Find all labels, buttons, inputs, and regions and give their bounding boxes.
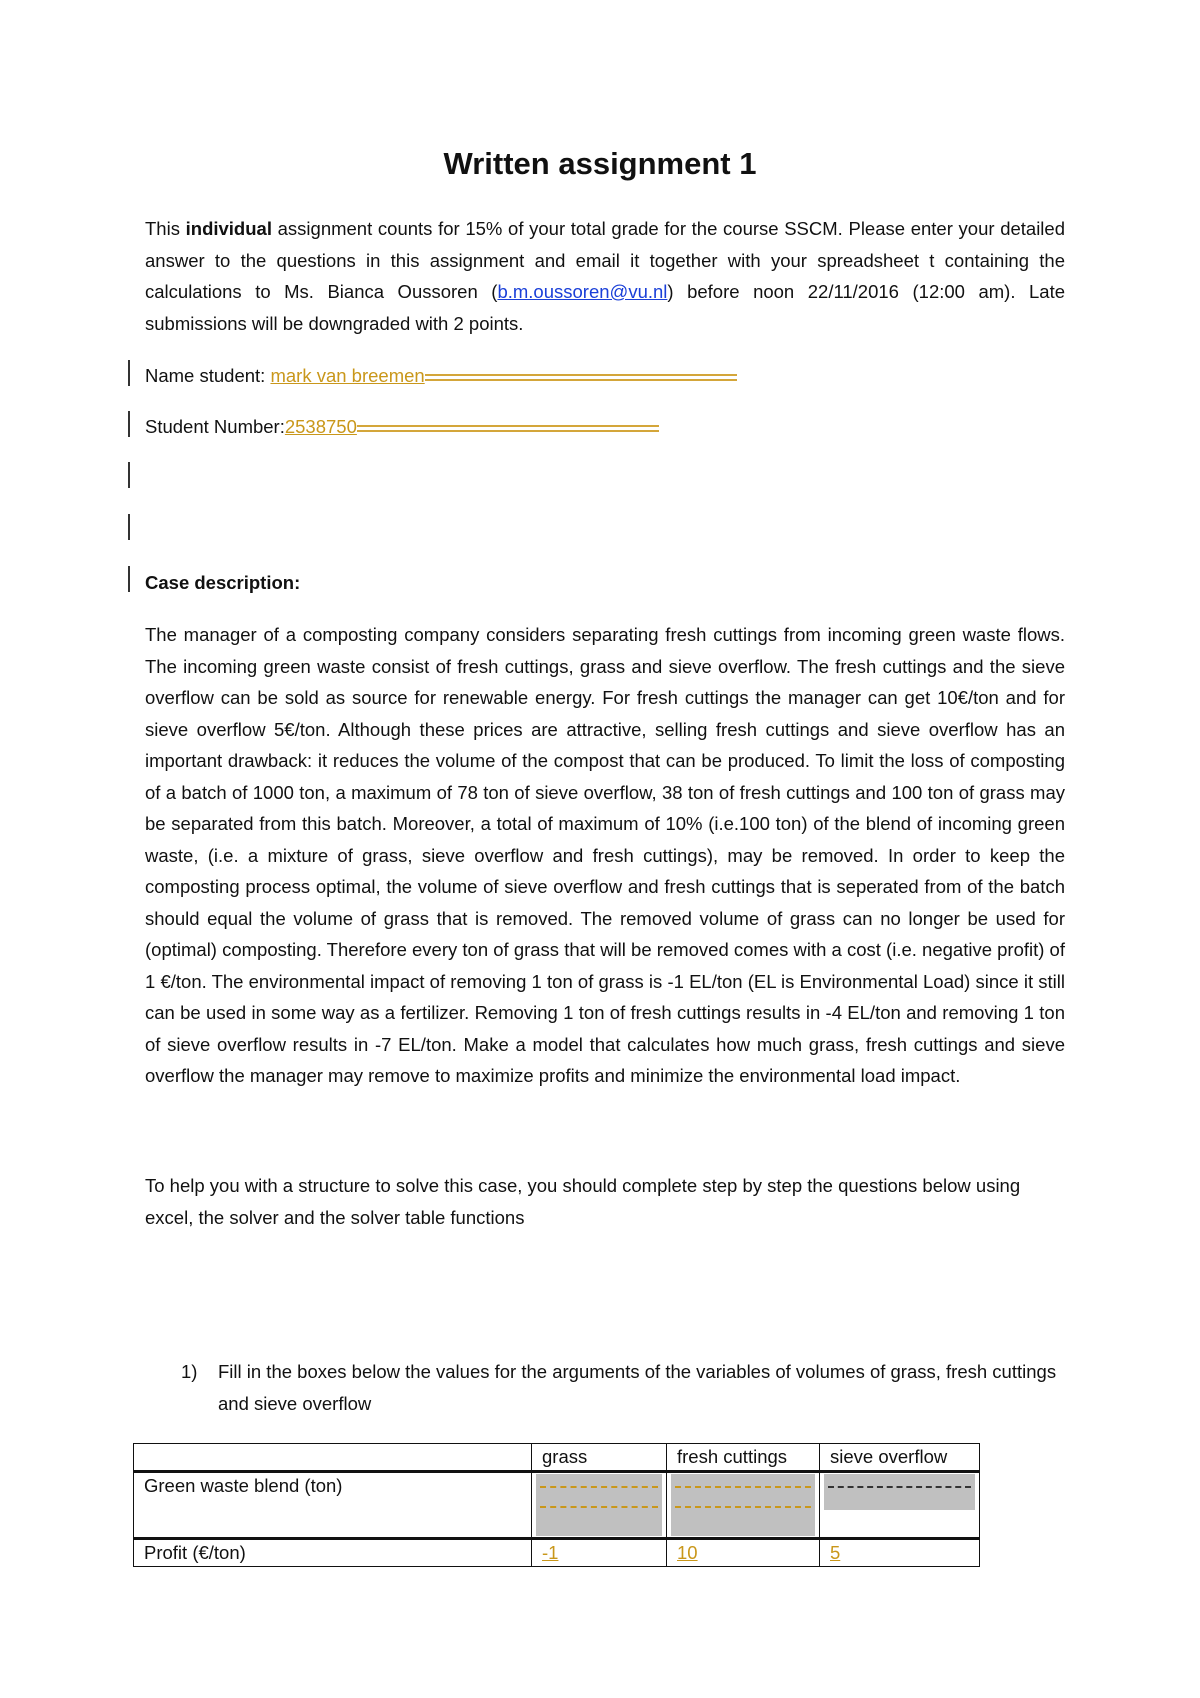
intro-text: assignment counts for 15% of your total grade for the course SSCM. Please enter your detailed answer to the questions in this assignment and email it together with your spreadsheet t containing the calculations to Ms. Bianca Oussoren (: [145, 218, 1065, 302]
table-header: fresh cuttings: [667, 1444, 820, 1472]
sieve-overflow-volume-cell[interactable]: [820, 1472, 980, 1539]
sieve-overflow-profit[interactable]: 5: [830, 1542, 841, 1563]
grass-volume-cell[interactable]: [532, 1472, 667, 1539]
change-bar: [128, 462, 130, 488]
change-bar: [128, 566, 130, 592]
fill-line: [357, 425, 659, 432]
number-value[interactable]: 2538750: [284, 416, 357, 437]
help-paragraph: To help you with a structure to solve this case, you should complete step by step the questions below using excel, the solver and the solver table functions: [145, 1175, 1021, 1228]
intro-bold: individual: [185, 218, 272, 239]
table-header: [134, 1444, 532, 1472]
change-bar: [128, 360, 130, 386]
change-bar: [128, 411, 130, 437]
question-1: [181, 1356, 1065, 1419]
name-label: Name student:: [145, 365, 271, 386]
fresh-cuttings-volume-cell[interactable]: [667, 1472, 820, 1539]
name-student-line: [145, 360, 1065, 392]
table-row: [134, 1472, 980, 1539]
name-value[interactable]: mark van breemen: [270, 365, 425, 386]
question-number: 1): [181, 1361, 198, 1382]
row-label: Profit (€/ton): [134, 1539, 532, 1567]
table-header: grass: [532, 1444, 667, 1472]
case-heading: Case description:: [145, 572, 301, 593]
table-row: [134, 1539, 980, 1567]
intro-text: This: [145, 218, 186, 239]
intro-text: ) before noon 22/11/2016 (12:00 am). Late submissions will be downgraded with 2 points.: [145, 281, 1065, 334]
row-label: Green waste blend (ton): [134, 1472, 532, 1539]
table-header: sieve overflow: [820, 1444, 980, 1472]
intro-paragraph: [145, 213, 1065, 339]
case-body: The manager of a composting company considers separating fresh cuttings from incoming green waste flows. The incoming green waste consist of fresh cuttings, grass and sieve overflow. The fresh cuttings and the sieve overflow can be sold as source for renewable energy. For fresh cuttings the manager can get 10€/ton and for sieve overflow 5€/ton. Although these prices are attractive, selling fresh cuttings and sieve overflow has an important drawback: it reduces the volume of the compost that can be produced. To limit the loss of composting of a batch of 1000 ton, a maximum of 78 ton of sieve overflow, 38 ton of fresh cuttings and 100 ton of grass may be separated from this batch. Moreover, a total of maximum of 10% (i.e.100 ton) of the blend of incoming green waste, (i.e. a mixture of grass, sieve overflow and fresh cuttings), may be removed. In order to keep the composting process optimal, the volume of sieve overflow and fresh cuttings that is seperated from of the batch should equal the volume of grass that is removed. The removed volume of grass can no longer be used for (optimal) composting. Therefore every ton of grass that will be removed comes with a cost (i.e. negative profit) of 1 €/ton. The environmental impact of removing 1 ton of grass is -1 EL/ton (EL is Environmental Load) since it still can be used in some way as a fertilizer. Removing 1 ton of fresh cuttings results in -4 EL/ton and removing 1 ton of sieve overflow results in -7 EL/ton. Make a model that calculates how much grass, fresh cuttings and sieve overflow the manager may remove to maximize profits and minimize the environmental load impact.: [145, 624, 1065, 1086]
grass-profit[interactable]: -1: [542, 1542, 559, 1563]
student-number-line: [145, 411, 1065, 443]
page-title: Written assignment 1: [443, 146, 757, 181]
change-bar: [128, 514, 130, 540]
question-text: Fill in the boxes below the values for the arguments of the variables of volumes of grass, fresh cuttings and sieve overflow: [218, 1361, 1057, 1414]
number-label: Student Number:: [145, 416, 285, 437]
email-link[interactable]: b.m.oussoren@vu.nl: [497, 281, 668, 302]
table-header-row: [134, 1444, 980, 1472]
fresh-cuttings-profit[interactable]: 10: [677, 1542, 698, 1563]
answer-table: [133, 1443, 980, 1567]
fill-line: [425, 374, 737, 381]
